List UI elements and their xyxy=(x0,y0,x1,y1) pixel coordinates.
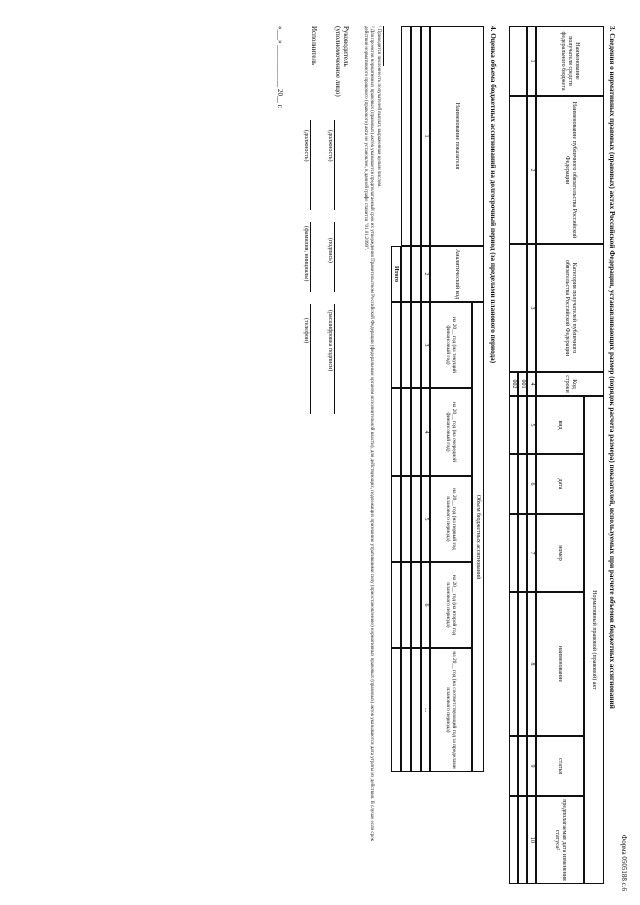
cap-position: (должность) xyxy=(327,130,333,162)
col-article: статья xyxy=(557,758,564,774)
s4-num-5: 5 xyxy=(423,517,429,521)
col-code: Код строки xyxy=(564,375,577,393)
s4-row-1-y5[interactable] xyxy=(411,648,421,772)
s3-cell-date-1[interactable] xyxy=(518,454,527,514)
s3-num-4: 4 xyxy=(529,382,535,386)
s3-num-2: 2 xyxy=(529,168,535,172)
s4-row-2-indicator[interactable] xyxy=(401,26,411,246)
s4-row-1-analytic[interactable] xyxy=(411,246,421,302)
s3-cell-validity-2[interactable] xyxy=(509,796,518,884)
s3-cell-article-2[interactable] xyxy=(509,736,518,796)
s4-total-y1[interactable] xyxy=(391,302,401,388)
s3-num-5: 5 xyxy=(529,423,535,427)
s3-cell-article-1[interactable] xyxy=(518,736,527,796)
s4-row-2-analytic[interactable] xyxy=(401,246,411,302)
col-obligation: Наименование публичного обязательства Российской Федерации xyxy=(564,101,577,239)
s3-cell-kind-1[interactable] xyxy=(518,396,527,454)
executor-fio-line[interactable] xyxy=(310,222,311,292)
executor-phone-line[interactable] xyxy=(310,304,311,414)
s3-cell-kind-2[interactable] xyxy=(509,396,518,454)
s3-cell-number-2[interactable] xyxy=(509,514,518,592)
s4-row-1-y1[interactable] xyxy=(411,302,421,388)
section4-title: 4. Оценка объема бюджетных ассигнований на долгосрочный период (за пределами планового периода) xyxy=(489,26,497,364)
col-analytic: Аналитический код xyxy=(454,248,461,300)
s3-num-8: 8 xyxy=(529,662,535,666)
s3-cell-name-1[interactable] xyxy=(518,592,527,736)
cap-phone: (телефон) xyxy=(303,318,309,344)
s3-num-7: 7 xyxy=(529,551,535,555)
head-decoding-line[interactable] xyxy=(334,304,335,414)
s3-num-10: 10 xyxy=(529,837,535,843)
s4-row-2-y5[interactable] xyxy=(401,648,411,772)
cap-fio: (фамилия, инициалы) xyxy=(303,226,309,282)
s4-row-2-y1[interactable] xyxy=(401,302,411,388)
s3-cell-category[interactable] xyxy=(509,244,527,372)
col-indicator: Наименование показателя xyxy=(454,102,461,170)
s4-total-y4[interactable] xyxy=(391,562,401,648)
s4-num-2: 2 xyxy=(423,272,429,276)
s4-total-y2[interactable] xyxy=(391,388,401,476)
executor-position-line[interactable] xyxy=(310,120,311,210)
footnote-rule xyxy=(383,26,384,66)
col-year-5: на 20__ год (на соответствующий год за пределами планового периода) xyxy=(445,651,458,769)
head-position-line[interactable] xyxy=(334,120,335,210)
s4-row-2-y4[interactable] xyxy=(401,562,411,648)
s3-cell-number-1[interactable] xyxy=(518,514,527,592)
s4-num-4: 4 xyxy=(423,430,429,434)
s4-total-label: Итого xyxy=(393,265,400,283)
s4-row-2-y2[interactable] xyxy=(401,388,411,476)
col-year-3: на 20__ год (на первый год планового периода) xyxy=(445,488,458,550)
s4-row-2-y3[interactable] xyxy=(401,476,411,562)
s4-num-6: 6 xyxy=(423,603,429,607)
s4-num-ellipsis: ... xyxy=(423,707,429,713)
cap-position-2: (должность) xyxy=(303,130,309,162)
s3-cell-date-2[interactable] xyxy=(509,454,518,514)
executor-label: Исполнитель xyxy=(310,26,318,66)
head-sub-label: (уполномоченное лицо) xyxy=(334,26,342,97)
s3-cell-obligation[interactable] xyxy=(509,96,527,244)
head-signature-line[interactable] xyxy=(334,222,335,292)
col-validity: предполагаемая дата изменения статуса² xyxy=(554,799,567,881)
col-date: дата xyxy=(557,478,564,490)
col-year-2: на 20__ год (на очередной финансовый год) xyxy=(445,402,458,462)
s3-num-9: 9 xyxy=(529,764,535,768)
s4-row-1-y3[interactable] xyxy=(411,476,421,562)
form-code: Форма 0505188 с.6 xyxy=(620,834,628,891)
s3-row-code-2: 002 xyxy=(511,379,517,389)
s3-num-1: 1 xyxy=(529,59,535,63)
col-recipient: Наименование получателя средств федерального бюджета xyxy=(560,31,581,91)
cap-decoding: (расшифровка подписи) xyxy=(327,310,333,372)
s3-row-code-1: 001 xyxy=(520,379,526,389)
s3-cell-validity-1[interactable] xyxy=(518,796,527,884)
s4-total-y5[interactable] xyxy=(391,648,401,772)
s4-row-1-y2[interactable] xyxy=(411,388,421,476)
s4-total-y3[interactable] xyxy=(391,476,401,562)
col-kind: вид xyxy=(557,420,564,430)
col-category: Категория получателей публичного обязательства Российской Федерации xyxy=(564,259,577,357)
col-year-4: на 20__ год (на второй год планового периода) xyxy=(445,574,458,636)
s4-row-1-y4[interactable] xyxy=(411,562,421,648)
s3-cell-recipient[interactable] xyxy=(509,26,527,96)
cap-signature: (подпись) xyxy=(327,238,333,263)
s3-cell-name-2[interactable] xyxy=(509,592,518,736)
col-year-1: на 20__ год (на текущий финансовый год) xyxy=(445,317,458,373)
footnote-2: ² Для проектов нормативных правовых (правовых) актов указывается предполагаемый срок их утверждения Правительством Российской Федерации (федеральным органом исполнительной власти), для действующих, подлежащих признанию утратившими силу (приостановлению) нормативных правовых (правовых) актов указываются дата утраты их действия. В случае если срок действия нормативного правового (правового) акта не установлен, в данной графе ставится "01.01.2099". xyxy=(363,26,374,842)
col-number: номер xyxy=(557,545,564,561)
footnote-1: ¹ Приводится численность получателей выплат, выраженная целым числом. xyxy=(376,26,381,188)
s4-num-3: 3 xyxy=(423,343,429,347)
s4-num-1: 1 xyxy=(423,134,429,138)
section3-title: 3. Сведения о нормативных правовых (правовых) актах Российской Федерации, устанавливающих размер (порядок расчета размера) показателей, используемых при расчете объемов бюджетных ассигнований xyxy=(608,26,616,709)
s3-num-3: 3 xyxy=(529,306,535,310)
col-name: наименование xyxy=(557,645,564,683)
col-volume-group: Объем бюджетных ассигнований xyxy=(475,494,482,580)
s4-row-1-indicator[interactable] xyxy=(411,26,421,246)
s3-num-6: 6 xyxy=(529,482,535,486)
col-act-group: Нормативный правовой (правовой) акт xyxy=(591,590,598,690)
date-line[interactable]: «___» ____________ 20__ г. xyxy=(276,26,284,109)
head-label: Руководитель xyxy=(342,26,350,67)
